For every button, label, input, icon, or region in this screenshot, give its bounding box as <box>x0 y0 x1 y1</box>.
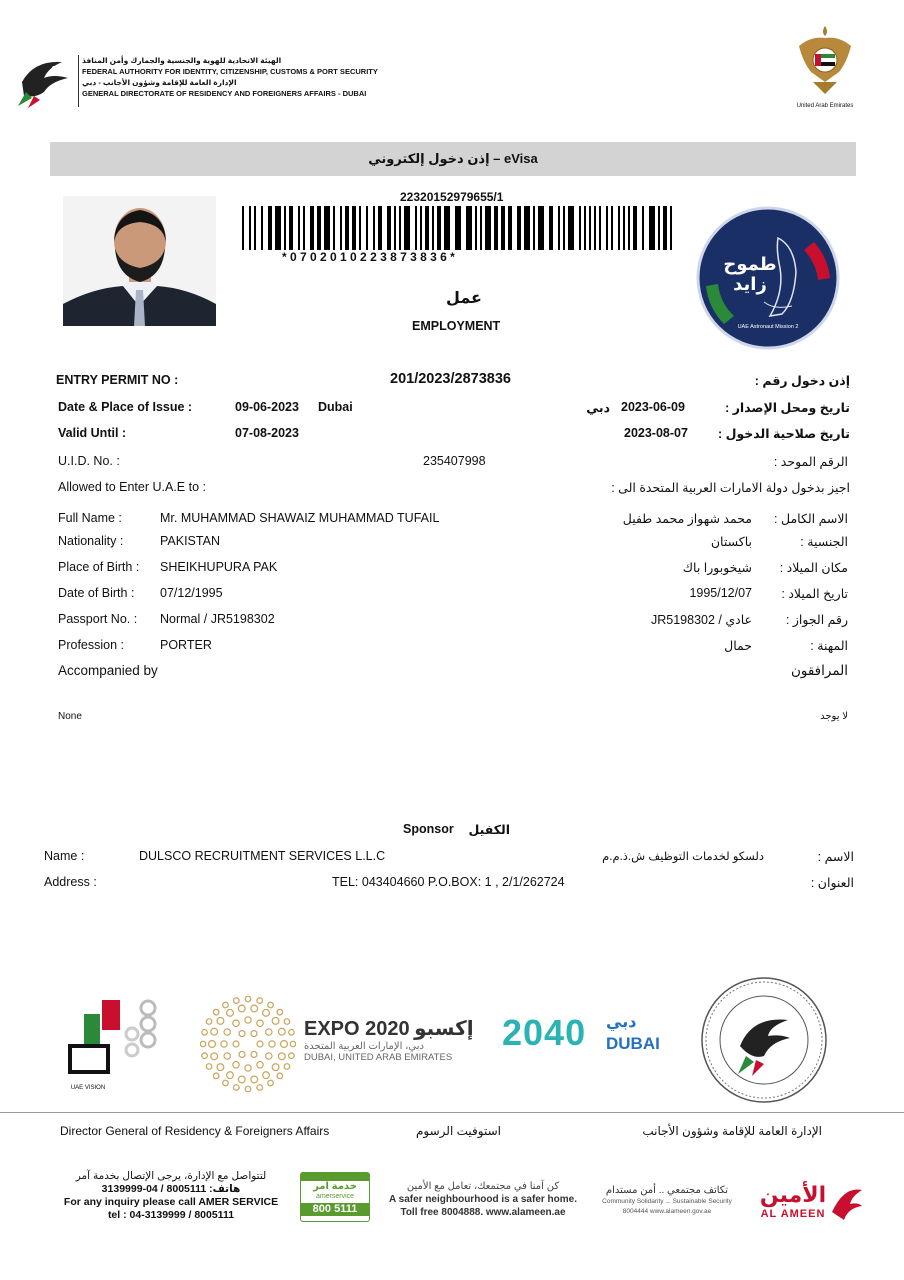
expo-ring-dot <box>200 1041 206 1047</box>
allowed-label: Allowed to Enter U.A.E to : <box>58 480 206 494</box>
person-field-value-ar: شيخوبورا باك <box>682 561 752 575</box>
person-field-label: Date of Birth : <box>58 586 135 600</box>
person-field-value-ar: عادي / JR5198302 <box>651 613 752 627</box>
barcode-bar <box>649 206 655 250</box>
person-field-value: Normal / JR5198302 <box>160 612 275 626</box>
barcode-bar <box>642 206 644 250</box>
alameen-en: AL AMEEN <box>760 1208 826 1220</box>
person-field-label-ar: الاسم الكامل : <box>774 512 848 526</box>
directorate-title-ar: الإدارة العامة للإقامة وشؤون الأجانب <box>642 1124 822 1138</box>
person-field-value-ar: 1995/12/07 <box>689 586 752 600</box>
expo-ring-dot <box>213 1073 219 1079</box>
amer-en: amerservice <box>315 1193 355 1200</box>
alameen-ar: الأمين <box>759 1182 827 1207</box>
person-field-label: Passport No. : <box>58 612 138 626</box>
barcode-bar <box>475 206 477 250</box>
expo-ring-dot <box>263 1072 270 1079</box>
contact-ar-line1: لتتواصل مع الإدارة، يرجى الإتصال بخدمة آمر <box>75 1170 267 1182</box>
person-field-label: Place of Birth : <box>58 560 140 574</box>
contact-en-line1: For any inquiry please call AMER SERVICE <box>63 1196 279 1208</box>
fees-paid-ar: استوفيت الرسوم <box>416 1124 501 1138</box>
barcode-bar <box>618 206 620 250</box>
barcode-bar <box>455 206 461 250</box>
safer-toll: Toll free 8004888. www.alameen.ae <box>400 1207 566 1218</box>
expo-ring-dot <box>206 1064 212 1070</box>
expo-ring-dot <box>206 1019 212 1025</box>
barcode-bar <box>387 206 391 250</box>
visa-type-en: EMPLOYMENT <box>412 319 501 333</box>
sponsor-heading-ar: الكفيل <box>468 823 510 837</box>
expo-ring-dot <box>251 1076 258 1083</box>
issue-label-ar: تاريخ ومحل الإصدار : <box>725 401 850 415</box>
barcode-bar <box>524 206 530 250</box>
person-field-value: Mr. MUHAMMAD SHAWAIZ MUHAMMAD TUFAIL <box>160 511 440 525</box>
al-ameen-logo <box>758 1182 868 1226</box>
expo-ring-dot <box>227 1009 234 1016</box>
barcode-bar <box>584 206 586 250</box>
applicant-photo <box>63 196 216 326</box>
barcode <box>240 206 676 250</box>
uae-vision-logo <box>58 994 170 1092</box>
barcode-top-number: 22320152979655/1 <box>400 190 504 204</box>
expo-ring-dot <box>277 1009 283 1015</box>
expo-ring-dot <box>217 1017 224 1024</box>
barcode-bar <box>568 206 574 250</box>
expo-ring-dot <box>278 1028 285 1035</box>
expo-ring-dot <box>221 1041 227 1047</box>
barcode-bar <box>249 206 251 250</box>
expo-ring-dot <box>290 1041 296 1047</box>
person-field-label-ar: تاريخ الميلاد : <box>781 587 848 601</box>
issue-label: Date & Place of Issue : <box>58 400 193 414</box>
barcode-bar <box>432 206 434 250</box>
barcode-bar <box>317 206 321 250</box>
valid-until-label: Valid Until : <box>58 426 127 440</box>
barcode-bar <box>579 206 581 250</box>
expo-ring-dot <box>272 1017 279 1024</box>
expo-ring-dot <box>209 1041 216 1048</box>
expo-ring-dot <box>268 1080 274 1086</box>
issue-date-ar: 2023-06-09 <box>621 400 685 414</box>
expo-ring-dot <box>224 1053 230 1059</box>
expo-title: EXPO 2020 <box>304 1018 410 1040</box>
amer-ar: خدمة آمر <box>313 1181 357 1192</box>
barcode-bar <box>324 206 330 250</box>
barcode-bar <box>373 206 375 250</box>
sponsor-address-label-ar: العنوان : <box>810 876 854 890</box>
expo-ar: إكسبو <box>414 1018 474 1040</box>
barcode-bar <box>298 206 300 250</box>
community-en: Community Solidarity ... Sustainable Security <box>602 1198 732 1205</box>
barcode-bar <box>633 206 637 250</box>
allowed-label-ar: اجيز بدخول دولة الامارات العربية المتحدة الى : <box>611 481 850 495</box>
person-field-value-ar: حمال <box>724 639 752 653</box>
directorate-name-en: GENERAL DIRECTORATE OF RESIDENCY AND FOREIGNERS AFFAIRS - DUBAI <box>82 89 367 98</box>
person-field-value: SHEIKHUPURA PAK <box>160 560 278 574</box>
issue-place-ar: دبي <box>586 401 610 415</box>
expo-ring-dot <box>266 1029 272 1035</box>
dubai-2040-number: 2040 <box>502 1012 587 1053</box>
expo-sub-en: DUBAI, UNITED ARAB EMIRATES <box>304 1052 453 1063</box>
sponsor-name: DULSCO RECRUITMENT SERVICES L.L.C <box>139 849 386 863</box>
expo-ring-dot <box>245 996 251 1002</box>
sponsor-heading-en: Sponsor <box>403 822 454 836</box>
expo-sub-ar: دبي، الإمارات العربية المتحدة <box>304 1041 424 1052</box>
barcode-bar <box>494 206 498 250</box>
expo-ring-dot <box>289 1030 295 1036</box>
person-field-label: Profession : <box>58 638 125 652</box>
expo-ring-dot <box>239 1031 245 1037</box>
amer-service-logo <box>300 1172 370 1222</box>
person-field-value: 07/12/1995 <box>160 586 223 600</box>
authority-name-ar: الهيئة الاتحادية للهوية والجنسية والجمارك وأمن المنافذ <box>82 56 282 65</box>
expo-ring-dot <box>272 1064 279 1071</box>
barcode-bar <box>599 206 601 250</box>
barcode-bar <box>611 206 613 250</box>
expo-ring-dot <box>268 1002 274 1008</box>
expo-ring-dot <box>284 1019 290 1025</box>
barcode-bar <box>289 206 293 250</box>
entry-permit-number: 201/2023/2873836 <box>390 371 511 387</box>
issue-place: Dubai <box>318 400 353 414</box>
expo-ring-dot <box>251 1051 257 1057</box>
valid-until-date: 07-08-2023 <box>235 426 299 440</box>
expo-ring-dot <box>238 1076 245 1083</box>
barcode-bar <box>268 206 272 250</box>
expo-ring-dot <box>284 1064 290 1070</box>
safer-en: A safer neighbourhood is a safer home. <box>389 1194 577 1205</box>
amer-number: 800 5111 <box>301 1203 369 1216</box>
badge-text-line1: طموح <box>723 254 777 274</box>
expo-ring-dot <box>266 1053 272 1059</box>
dubai-ar: دبي <box>606 1014 637 1031</box>
badge-caption: UAE Astronaut Mission 2 <box>737 324 799 330</box>
person-field-label-ar: الجنسية : <box>800 535 848 549</box>
expo-ring-dot <box>233 1041 239 1047</box>
evisa-title-bar: إذن دخول إلكتروني – eVisa <box>50 142 856 176</box>
barcode-bar <box>378 206 382 250</box>
expo-ring-dot <box>234 1085 240 1091</box>
barcode-bar <box>359 206 361 250</box>
entry-permit-label: ENTRY PERMIT NO : <box>56 373 179 387</box>
sponsor-address: TEL: 043404660 P.O.BOX: 1 , 2/1/262724 <box>332 875 565 889</box>
sponsor-name-ar: دلسكو لخدمات التوظيف ش.ذ.م.م <box>602 851 764 863</box>
person-field-label: Nationality : <box>58 534 124 548</box>
barcode-bar <box>658 206 660 250</box>
valid-until-date-ar: 2023-08-07 <box>624 426 688 440</box>
expo-ring-dot <box>281 1041 288 1048</box>
barcode-bar <box>415 206 417 250</box>
expo-ring-dot <box>245 1065 251 1071</box>
expo-ring-dot <box>217 1064 224 1071</box>
expo-ring-dot <box>211 1053 218 1060</box>
expo-ring-dot <box>234 998 240 1004</box>
barcode-bar <box>345 206 349 250</box>
barcode-bar <box>261 206 263 250</box>
directorate-name-ar: الإدارة العامة للإقامة وشؤون الأجانب - دبي <box>82 78 237 87</box>
barcode-bar <box>444 206 450 250</box>
barcode-bar <box>303 206 305 250</box>
barcode-bar <box>563 206 565 250</box>
contact-ar-line2: هاتف: 8005111 / 04-3139999 <box>101 1183 241 1195</box>
barcode-bar <box>594 206 596 250</box>
expo-ring-dot <box>278 1053 285 1060</box>
expo-ring-dot <box>257 1062 263 1068</box>
expo-ring-dot <box>269 1041 275 1047</box>
dubai-en: DUBAI <box>606 1034 660 1053</box>
uid-number: 235407998 <box>423 454 486 468</box>
badge-text-line2: زايد <box>733 274 767 294</box>
emblem-caption: United Arab Emirates <box>796 103 854 109</box>
expo-ring-dot <box>251 1005 258 1012</box>
dubai-2040-logo <box>502 1012 662 1058</box>
barcode-bar <box>538 206 544 250</box>
barcode-bar <box>366 206 368 250</box>
expo-ring-dot <box>238 1005 245 1012</box>
barcode-bar <box>480 206 482 250</box>
uid-label: U.I.D. No. : <box>58 454 120 468</box>
sponsor-name-label: Name : <box>44 849 85 863</box>
community-contact: 8004444 www.alameen.gov.ae <box>622 1208 712 1215</box>
barcode-bar <box>670 206 672 250</box>
barcode-bar <box>242 206 244 250</box>
barcode-bar <box>606 206 608 250</box>
barcode-bar <box>437 206 441 250</box>
barcode-bar <box>425 206 429 250</box>
barcode-bar <box>589 206 591 250</box>
expo-ring-dot <box>223 1080 229 1086</box>
safer-ar: كن آمنا في مجتمعك، تعامل مع الأمين <box>406 1181 560 1192</box>
ica-seal <box>698 976 830 1104</box>
expo-ring-dot <box>263 1009 270 1016</box>
barcode-bar <box>508 206 512 250</box>
barcode-bar <box>275 206 281 250</box>
accompanied-none: None <box>58 711 82 722</box>
expo-ring-dot <box>227 1072 234 1079</box>
director-general-title: Director General of Residency & Foreigners Affairs <box>60 1124 330 1138</box>
expo-ring-dot <box>289 1053 295 1059</box>
person-field-value: PORTER <box>160 638 212 652</box>
person-field-label-ar: المهنة : <box>810 639 848 653</box>
community-ar: تكاتف مجتمعي .. أمن مستدام <box>605 1185 729 1196</box>
barcode-bar <box>549 206 553 250</box>
uae-vision-caption: UAE VISION <box>70 1085 106 1091</box>
barcode-bar <box>628 206 630 250</box>
expo-ring-dot <box>224 1029 230 1035</box>
sponsor-address-label: Address : <box>44 875 97 889</box>
barcode-bar <box>310 206 314 250</box>
expo-ring-dot <box>277 1073 283 1079</box>
barcode-bar <box>399 206 401 250</box>
barcode-bar <box>485 206 491 250</box>
expo-ring-dot <box>239 1051 245 1057</box>
barcode-bar <box>623 206 625 250</box>
visa-type-ar: عمل <box>446 290 482 307</box>
expo-ring-dot <box>251 1031 257 1037</box>
expo-ring-dot <box>211 1028 218 1035</box>
barcode-bar <box>517 206 521 250</box>
barcode-bar <box>404 206 410 250</box>
expo-ring-dot <box>245 1086 251 1092</box>
authority-name-en: FEDERAL AUTHORITY FOR IDENTITY, CITIZENSHIP, CUSTOMS & PORT SECURITY <box>82 67 378 76</box>
entry-permit-label-ar: إذن دخول رقم : <box>754 374 850 388</box>
barcode-bar <box>254 206 256 250</box>
accompanied-label-ar: المرافقون <box>790 663 848 678</box>
expo-ring-dot <box>223 1002 229 1008</box>
expo-ring-dot <box>233 1020 239 1026</box>
expo-ring-dot <box>257 998 263 1004</box>
expo-ring-dot <box>257 1041 263 1047</box>
person-field-label-ar: مكان الميلاد : <box>779 561 848 575</box>
barcode-bar <box>533 206 535 250</box>
person-field-value-ar: محمد شهواز محمد طفيل <box>622 512 752 526</box>
person-field-value-ar: باكستان <box>710 535 752 549</box>
barcode-bar <box>663 206 667 250</box>
accompanied-none-ar: لا يوجد <box>820 711 848 722</box>
barcode-bar <box>420 206 422 250</box>
person-field-value: PAKISTAN <box>160 534 220 548</box>
expo-ring-dot <box>213 1009 219 1015</box>
barcode-bar <box>352 206 356 250</box>
barcode-bar <box>340 206 342 250</box>
expo-ring-dot <box>257 1020 263 1026</box>
accompanied-label: Accompanied by <box>58 663 158 678</box>
barcode-bottom-number: * 0 7 0 2 0 1 0 2 2 3 8 7 3 8 3 6 * <box>282 250 455 264</box>
expo-ring-dot <box>202 1030 208 1036</box>
contact-en-line2: tel : 04-3139999 / 8005111 <box>107 1209 235 1221</box>
issue-date: 09-06-2023 <box>235 400 299 414</box>
barcode-bar <box>501 206 505 250</box>
valid-until-label-ar: تاريخ صلاحية الدخول : <box>717 427 850 441</box>
barcode-bar <box>284 206 286 250</box>
expo-ring-dot <box>202 1053 208 1059</box>
sponsor-name-label-ar: الاسم : <box>817 850 854 864</box>
barcode-bar <box>333 206 335 250</box>
falcon-logo <box>14 52 76 110</box>
uid-label-ar: الرقم الموحد : <box>773 455 848 469</box>
expo-2020-logo <box>200 996 296 1092</box>
person-field-label: Full Name : <box>58 511 122 525</box>
uae-emblem <box>792 22 858 112</box>
expo-ring-dot <box>233 1062 239 1068</box>
barcode-bar <box>558 206 560 250</box>
expo-ring-dot <box>245 1017 251 1023</box>
barcode-bar <box>466 206 472 250</box>
barcode-bar <box>394 206 396 250</box>
zayed-ambition-badge <box>694 206 842 350</box>
person-field-label-ar: رقم الجواز : <box>785 613 848 627</box>
expo-ring-dot <box>257 1085 263 1091</box>
